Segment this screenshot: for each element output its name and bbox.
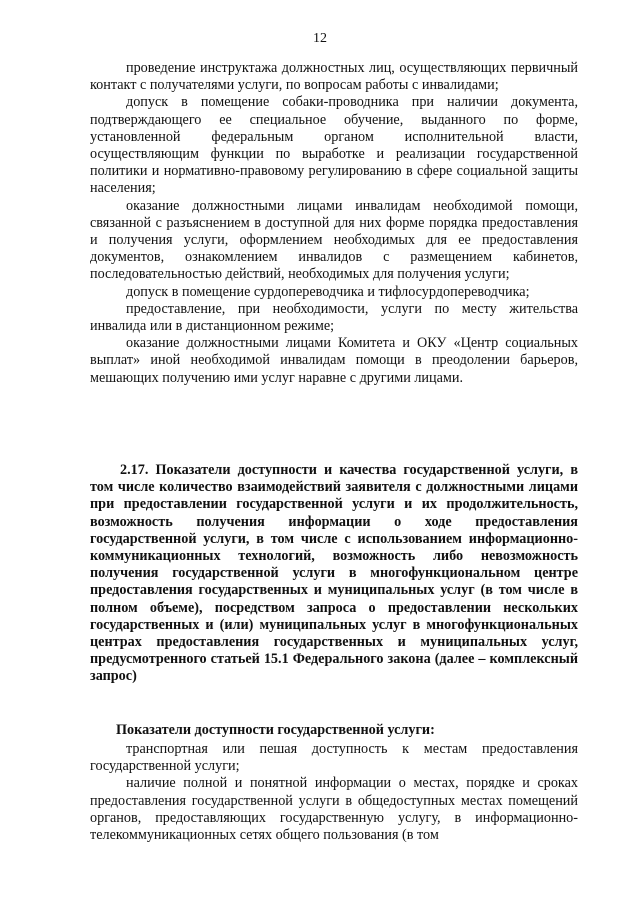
paragraph: допуск в помещение собаки-проводника при наличии документа, подтверждающего ее специальное обучение, выданного по форме, установленной федеральным органом исполнительной власти, осуществляющим функции по выработке и реализации государственной политики и нормативно-правовому регулированию в сфере социальной защиты населения; (90, 94, 578, 197)
paragraph: предоставление, при необходимости, услуги по месту жительства инвалида или в дистанционном режиме; (90, 300, 578, 335)
paragraph: оказание должностными лицами Комитета и ОКУ «Центр социальных выплат» иной необходимой инвалидам помощи в преодолении барьеров, мешающих получению ими услуг наравне с другими лицами. (90, 335, 578, 386)
accessibility-indicators-list (90, 741, 578, 844)
paragraph: оказание должностными лицами инвалидам необходимой помощи, связанной с разъяснением в доступной для них форме порядка предоставления и получения услуги, оформлением необходимых для ее предоставления документов, ознакомлением инвалидов с размещением кабинетов, последовательностью действий, необходимых для получения услуги; (90, 197, 578, 283)
paragraph: наличие полной и понятной информации о местах, порядке и сроках предоставления государственной услуги в общедоступных местах помещений органов, предоставляющих государственную услугу, в информационно-телекоммуникационных сетях общего пользования (в том (90, 775, 578, 844)
paragraph: транспортная или пешая доступность к местам предоставления государственной услуги; (90, 741, 578, 775)
accessibility-measures-list (90, 60, 578, 387)
section-heading: 2.17. Показатели доступности и качества государственной услуги, в том числе количество взаимодействий заявителя с должностными лицами при предоставлении государственной услуги и их продолжительность, возможность получения информации о ходе предоставления государственной услуги, в том числе с использованием информационно-коммуникационных технологий, возможность либо невозможность получения государственной услуги в многофункциональном центре предоставления государственных и муниципальных услуг (в том числе в полном объеме), посредством запроса о предоставлении нескольких государственных и (или) муниципальных услуг в многофункциональных центрах предоставления государственных и муниципальных услуг, предусмотренного статьей 15.1 Федерального закона (далее – комплексный запрос) (90, 462, 578, 685)
paragraph: проведение инструктажа должностных лиц, осуществляющих первичный контакт с получателями услуги, по вопросам работы с инвалидами; (90, 60, 578, 94)
subheading: Показатели доступности государственной услуги: (116, 722, 435, 738)
paragraph: допуск в помещение сурдопереводчика и тифлосурдопереводчика; (126, 283, 530, 300)
page-number: 12 (313, 31, 327, 46)
